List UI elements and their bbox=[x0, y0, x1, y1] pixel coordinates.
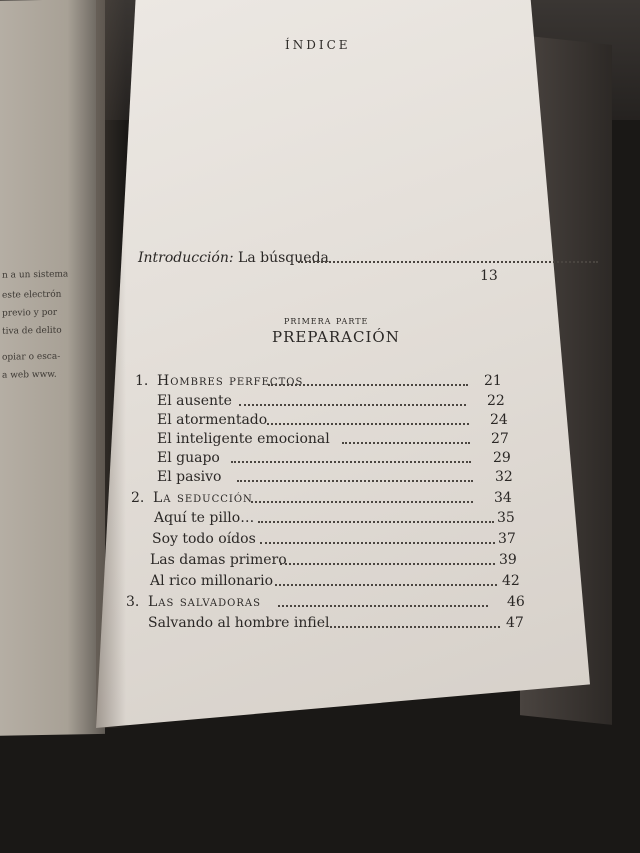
leader-dots bbox=[237, 480, 473, 482]
page-title: ÍNDICE bbox=[285, 38, 351, 52]
leader-dots bbox=[330, 626, 500, 628]
toc-page-number: 35 bbox=[497, 510, 515, 526]
section-title: Las damas primero bbox=[150, 552, 287, 568]
toc-section[interactable] bbox=[152, 531, 517, 551]
left-page-text: a web www. bbox=[2, 369, 57, 381]
toc-section[interactable] bbox=[157, 469, 513, 489]
chapter-number: 3. bbox=[126, 594, 140, 610]
toc-section[interactable] bbox=[157, 431, 507, 451]
toc-section[interactable] bbox=[148, 615, 528, 635]
section-title: El atormentado bbox=[157, 412, 268, 428]
part-title: PREPARACIÓN bbox=[272, 328, 400, 346]
chapter-title: La seducción bbox=[153, 490, 253, 506]
leader-dots bbox=[267, 423, 469, 425]
toc-intro-em: Introducción: bbox=[138, 250, 234, 266]
leader-dots bbox=[258, 521, 494, 523]
leader-dots bbox=[231, 461, 471, 463]
leader-dots bbox=[280, 563, 495, 565]
toc-chapter[interactable] bbox=[131, 490, 511, 510]
chapter-title: Las salvadoras bbox=[148, 594, 261, 610]
leader-dots bbox=[260, 542, 495, 544]
section-title: El inteligente emocional bbox=[157, 431, 330, 447]
leader-dots bbox=[268, 384, 468, 386]
leader-dots bbox=[275, 584, 497, 586]
chapter-number: 2. bbox=[131, 490, 145, 506]
leader-dots bbox=[278, 605, 488, 607]
toc-page-number: 37 bbox=[498, 531, 516, 547]
toc-page-number: 34 bbox=[494, 490, 512, 506]
left-page-text: tiva de delito bbox=[2, 325, 62, 337]
toc-section[interactable] bbox=[154, 510, 514, 530]
toc-page-number: 13 bbox=[480, 268, 498, 284]
toc-page-number: 47 bbox=[506, 615, 524, 631]
toc-page-number: 42 bbox=[502, 573, 520, 589]
toc-intro-title: La búsqueda bbox=[238, 250, 329, 266]
leader-dots bbox=[239, 404, 466, 406]
toc-chapter[interactable] bbox=[126, 594, 526, 614]
leader-dots bbox=[342, 442, 470, 444]
left-page bbox=[0, 0, 105, 736]
toc-chapter[interactable] bbox=[135, 373, 505, 393]
toc-section[interactable] bbox=[157, 393, 507, 413]
left-page-text: n a un sistema bbox=[2, 269, 69, 281]
toc-page-number: 27 bbox=[491, 431, 509, 447]
toc-page-number: 21 bbox=[484, 373, 502, 389]
toc-page-number: 39 bbox=[499, 552, 517, 568]
section-title: Salvando al hombre infiel bbox=[148, 615, 330, 631]
left-page-text: previo y por bbox=[2, 307, 58, 319]
toc-intro[interactable] bbox=[138, 250, 498, 284]
leader-dots bbox=[298, 261, 598, 263]
chapter-number: 1. bbox=[135, 373, 149, 389]
leader-dots bbox=[251, 501, 473, 503]
section-title: Soy todo oídos bbox=[152, 531, 256, 547]
toc-page-number: 24 bbox=[490, 412, 508, 428]
toc-section[interactable] bbox=[150, 573, 525, 593]
part-label: primera parte bbox=[284, 314, 369, 327]
toc-intro-label bbox=[138, 250, 329, 266]
section-title: Aquí te pillo… bbox=[154, 510, 255, 526]
chapter-title: Hombres perfectos bbox=[157, 373, 304, 389]
toc-page-number: 22 bbox=[487, 393, 505, 409]
toc-page-number: 29 bbox=[493, 450, 511, 466]
section-title: Al rico millonario bbox=[150, 573, 274, 589]
section-title: El ausente bbox=[157, 393, 232, 409]
toc-section[interactable] bbox=[157, 412, 507, 432]
toc-section[interactable] bbox=[157, 450, 511, 470]
left-page-text: opiar o esca- bbox=[2, 351, 61, 363]
section-title: El pasivo bbox=[157, 469, 222, 485]
section-title: El guapo bbox=[157, 450, 220, 466]
toc-page-number: 46 bbox=[507, 594, 525, 610]
left-page-text: este electrón bbox=[2, 289, 62, 301]
toc-page-number: 32 bbox=[495, 469, 513, 485]
toc-section[interactable] bbox=[150, 552, 520, 572]
page-gutter-shadow bbox=[96, 0, 126, 728]
